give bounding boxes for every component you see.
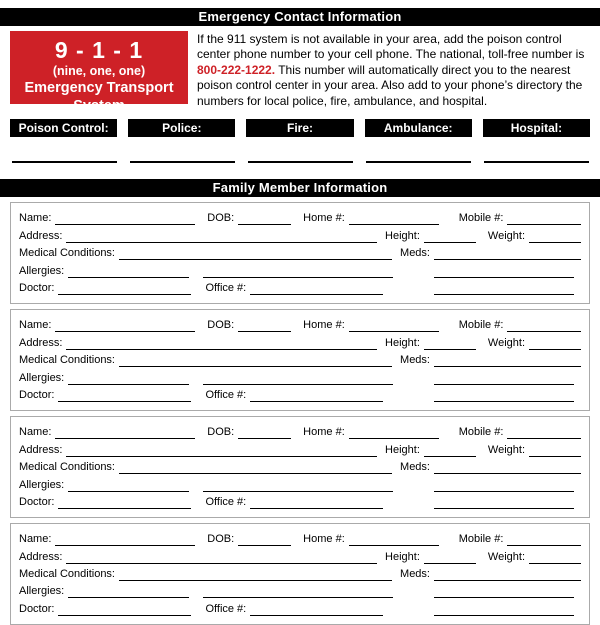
name-label: Name: — [19, 212, 52, 225]
member-row-2 — [19, 225, 581, 242]
meds-continuation-line-2 — [434, 399, 574, 402]
doctor-label: Doctor: — [19, 602, 55, 615]
doctor-write-line — [58, 613, 191, 616]
address-write-line — [66, 561, 377, 564]
height-label: Height: — [385, 229, 420, 242]
mobile-phone-label: Mobile #: — [458, 319, 504, 332]
paragraph-text-after: This number will automatically direct you to the nearest poison control center in your area. Also add to your phone’s directory the numbers for local police, fire, ambulance, and hospital. — [197, 62, 583, 108]
poison-control-paragraph — [197, 31, 592, 109]
paragraph-text-before: If the 911 system is not available in your area, add the poison control center phone number to your cell phone. The national, toll-free number is — [197, 32, 585, 62]
family-member-block — [10, 202, 590, 304]
member-row-3 — [19, 564, 581, 581]
allergies-continuation-line — [203, 489, 393, 492]
height-write-line — [424, 347, 476, 350]
member-row-4 — [19, 367, 581, 384]
hospital-label: Hospital: — [483, 119, 590, 137]
member-row-3 — [19, 243, 581, 260]
name-label: Name: — [19, 319, 52, 332]
medical-conditions-label: Medical Conditions: — [19, 461, 115, 474]
office-phone-write-line — [250, 292, 383, 295]
family-member-block — [10, 309, 590, 411]
doctor-write-line — [58, 399, 191, 402]
name-write-line — [55, 436, 195, 439]
height-label: Height: — [385, 550, 420, 563]
member-row-1 — [19, 208, 581, 225]
member-row-3 — [19, 457, 581, 474]
911-spelled-out: (nine, one, one) — [52, 64, 146, 78]
name-write-line — [55, 222, 195, 225]
height-label: Height: — [385, 443, 420, 456]
address-label: Address: — [19, 550, 63, 563]
office-phone-write-line — [250, 506, 383, 509]
dob-write-line — [238, 222, 291, 225]
address-label: Address: — [19, 443, 63, 456]
home-phone-label: Home #: — [303, 212, 345, 225]
member-row-2 — [19, 332, 581, 349]
poison-control-label: Poison Control: — [10, 119, 117, 137]
allergies-label: Allergies: — [19, 371, 65, 384]
medical-conditions-label: Medical Conditions: — [19, 568, 115, 581]
mobile-phone-label: Mobile #: — [458, 533, 504, 546]
mobile-phone-label: Mobile #: — [458, 426, 504, 439]
fire-label: Fire: — [246, 119, 353, 137]
name-label: Name: — [19, 533, 52, 546]
meds-label: Meds: — [400, 354, 430, 367]
address-label: Address: — [19, 229, 63, 242]
meds-label: Meds: — [400, 247, 430, 260]
medical-conditions-label: Medical Conditions: — [19, 247, 115, 260]
emergency-section-title: Emergency Contact Information — [198, 9, 402, 24]
meds-label: Meds: — [400, 568, 430, 581]
name-write-line — [55, 329, 195, 332]
medical-conditions-write-line — [119, 578, 392, 581]
member-row-4 — [19, 474, 581, 491]
office-phone-label: Office #: — [205, 281, 247, 294]
meds-write-line — [434, 364, 581, 367]
member-row-3 — [19, 350, 581, 367]
home-phone-label: Home #: — [303, 426, 345, 439]
doctor-label: Doctor: — [19, 281, 55, 294]
member-row-5 — [19, 385, 581, 402]
mobile-phone-write-line — [507, 222, 581, 225]
home-phone-label: Home #: — [303, 533, 345, 546]
name-write-line — [55, 543, 195, 546]
weight-write-line — [529, 561, 581, 564]
weight-write-line — [529, 347, 581, 350]
dob-write-line — [238, 329, 291, 332]
allergies-label: Allergies: — [19, 585, 65, 598]
address-write-line — [66, 240, 377, 243]
doctor-label: Doctor: — [19, 495, 55, 508]
height-write-line — [424, 561, 476, 564]
home-phone-write-line — [349, 436, 439, 439]
mobile-phone-write-line — [507, 436, 581, 439]
meds-continuation-line-1 — [434, 382, 574, 385]
height-write-line — [424, 240, 476, 243]
member-row-2 — [19, 546, 581, 563]
allergies-continuation-line — [203, 382, 393, 385]
office-phone-label: Office #: — [205, 388, 247, 401]
doctor-write-line — [58, 506, 191, 509]
office-phone-label: Office #: — [205, 602, 247, 615]
doctor-write-line — [58, 292, 191, 295]
911-caption: Emergency Transport System — [24, 80, 174, 114]
dob-write-line — [238, 543, 291, 546]
allergies-continuation-line — [203, 595, 393, 598]
weight-write-line — [529, 240, 581, 243]
meds-continuation-line-2 — [434, 613, 574, 616]
dob-label: DOB: — [207, 426, 235, 439]
member-row-5 — [19, 278, 581, 295]
mobile-phone-write-line — [507, 329, 581, 332]
address-write-line — [66, 347, 377, 350]
allergies-write-line — [68, 595, 189, 598]
emergency-contacts-writein-row — [12, 161, 589, 163]
allergies-write-line — [68, 275, 189, 278]
office-phone-write-line — [250, 399, 383, 402]
home-phone-write-line — [349, 543, 439, 546]
emergency-info-row — [10, 31, 592, 114]
meds-continuation-line-1 — [434, 595, 574, 598]
weight-label: Weight: — [487, 229, 525, 242]
meds-continuation-line-1 — [434, 275, 574, 278]
address-label: Address: — [19, 336, 63, 349]
medical-conditions-write-line — [119, 364, 392, 367]
family-member-block — [10, 416, 590, 518]
member-row-5 — [19, 598, 581, 615]
ambulance-write-line — [366, 161, 471, 163]
meds-write-line — [434, 578, 581, 581]
home-phone-write-line — [349, 222, 439, 225]
dob-label: DOB: — [207, 319, 235, 332]
police-label: Police: — [128, 119, 235, 137]
meds-label: Meds: — [400, 461, 430, 474]
medical-conditions-write-line — [119, 257, 392, 260]
member-row-1 — [19, 529, 581, 546]
meds-continuation-line-2 — [434, 292, 574, 295]
address-write-line — [66, 454, 377, 457]
home-phone-write-line — [349, 329, 439, 332]
member-row-1 — [19, 315, 581, 332]
weight-label: Weight: — [487, 443, 525, 456]
mobile-phone-label: Mobile #: — [458, 212, 504, 225]
911-number: 9 - 1 - 1 — [54, 37, 144, 63]
member-row-4 — [19, 581, 581, 598]
medical-conditions-label: Medical Conditions: — [19, 354, 115, 367]
meds-continuation-line-2 — [434, 506, 574, 509]
mobile-phone-write-line — [507, 543, 581, 546]
meds-write-line — [434, 257, 581, 260]
police-write-line — [130, 161, 235, 163]
member-row-5 — [19, 492, 581, 509]
home-phone-label: Home #: — [303, 319, 345, 332]
ambulance-label: Ambulance: — [365, 119, 472, 137]
allergies-label: Allergies: — [19, 264, 65, 277]
section-header-family — [0, 179, 600, 197]
emergency-contacts-label-row — [10, 119, 590, 137]
office-phone-label: Office #: — [205, 495, 247, 508]
911-badge — [10, 31, 188, 114]
dob-label: DOB: — [207, 212, 235, 225]
allergies-continuation-line — [203, 275, 393, 278]
dob-label: DOB: — [207, 533, 235, 546]
allergies-write-line — [68, 382, 189, 385]
meds-continuation-line-1 — [434, 489, 574, 492]
allergies-label: Allergies: — [19, 478, 65, 491]
fire-write-line — [248, 161, 353, 163]
member-row-2 — [19, 439, 581, 456]
member-row-4 — [19, 260, 581, 277]
family-section-title: Family Member Information — [212, 180, 388, 196]
height-label: Height: — [385, 336, 420, 349]
family-member-block — [10, 523, 590, 625]
hospital-write-line — [484, 161, 589, 163]
height-write-line — [424, 454, 476, 457]
poison-control-write-line — [12, 161, 117, 163]
member-row-1 — [19, 422, 581, 439]
weight-label: Weight: — [487, 550, 525, 563]
doctor-label: Doctor: — [19, 388, 55, 401]
poison-control-phone-number: 800-222-1222. — [197, 62, 276, 77]
meds-write-line — [434, 471, 581, 474]
weight-write-line — [529, 454, 581, 457]
office-phone-write-line — [250, 613, 383, 616]
allergies-write-line — [68, 489, 189, 492]
medical-conditions-write-line — [119, 471, 392, 474]
family-member-blocks — [0, 202, 600, 625]
weight-label: Weight: — [487, 336, 525, 349]
dob-write-line — [238, 436, 291, 439]
section-header-emergency — [0, 8, 600, 26]
name-label: Name: — [19, 426, 52, 439]
